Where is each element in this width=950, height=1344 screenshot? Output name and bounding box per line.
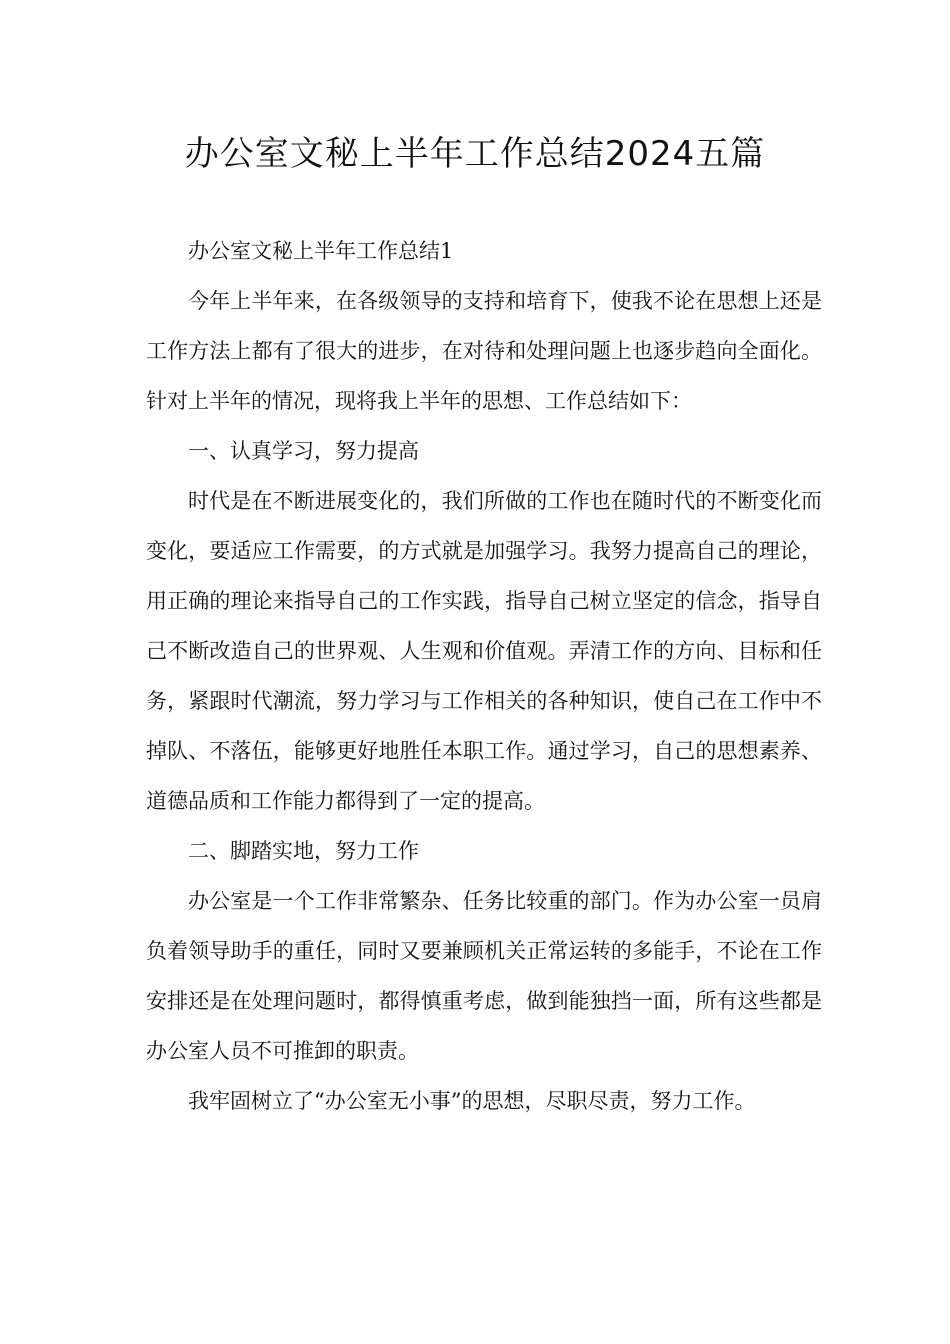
document-body: [146, 226, 822, 1126]
paragraph-office-mindset: 我牢固树立了“办公室无小事”的思想，尽职尽责，努力工作。: [188, 1089, 756, 1113]
paragraph-office-duties: 办公室是一个工作非常繁杂、任务比较重的部门。作为办公室一员肩负着领导助手的重任，同时又要兼顾机关正常运转的多能手，不论在工作安排还是在处理问题时，都得慎重考虑，做到能独挡一面，所有这些都是办公室人员不可推卸的职责。: [146, 889, 822, 1063]
paragraph-section-heading-1: 办公室文秘上半年工作总结1: [188, 239, 454, 263]
document-title: 办公室文秘上半年工作总结2024五篇: [184, 134, 766, 174]
paragraph-intro: 今年上半年来，在各级领导的支持和培育下，使我不论在思想上还是工作方法上都有了很大的进步，在对待和处理问题上也逐步趋向全面化。针对上半年的情况，现将我上半年的思想、工作总结如下：: [146, 289, 822, 413]
paragraph-heading-work: 二、脚踏实地，努力工作: [188, 839, 419, 863]
paragraph-study: 时代是在不断进展变化的，我们所做的工作也在随时代的不断变化而变化，要适应工作需要，的方式就是加强学习。我努力提高自己的理论，用正确的理论来指导自己的工作实践，指导自己树立坚定的信念，指导自己不断改造自己的世界观、人生观和价值观。弄清工作的方向、目标和任务，紧跟时代潮流，努力学习与工作相关的各种知识，使自己在工作中不掉队、不落伍，能够更好地胜任本职工作。通过学习，自己的思想素养、道德品质和工作能力都得到了一定的提高。: [146, 489, 822, 813]
paragraph-heading-study: 一、认真学习，努力提高: [188, 439, 419, 463]
